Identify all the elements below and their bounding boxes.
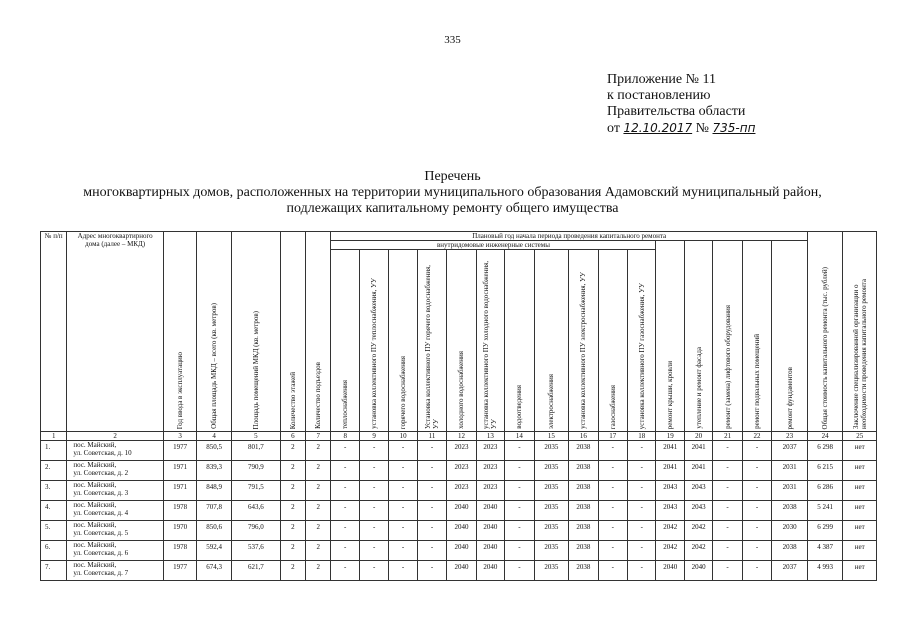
cell-cost: 6 215 [807, 461, 843, 481]
cell-c17: - [598, 481, 627, 501]
cell-c12: 2023 [447, 481, 476, 501]
header-gas: газоснабжения [598, 250, 627, 432]
cell-ent: 2 [306, 441, 331, 461]
column-number-cell: 6 [280, 432, 305, 441]
cell-c12: 2023 [447, 441, 476, 461]
cell-c16: 2038 [569, 461, 598, 481]
appendix-line-2: к постановлению [607, 88, 711, 103]
address-line-1: пос. Майский, [73, 441, 117, 449]
table-row [41, 561, 877, 581]
cell-cost: 6 286 [807, 481, 843, 501]
cell-c9: - [359, 501, 388, 521]
cell-c17: - [598, 501, 627, 521]
cell-total: 674,3 [197, 561, 232, 581]
cell-prem: 796,0 [231, 521, 280, 541]
cell-concl: нет [843, 501, 877, 521]
cell-c10: - [389, 501, 417, 521]
cell-ent: 2 [306, 521, 331, 541]
cell-c21: - [713, 441, 742, 461]
cell-c13: 2040 [476, 521, 504, 541]
header-engineering: внутридомовые инженерные системы [331, 241, 656, 250]
appendix-from-label: от [607, 121, 620, 136]
cell-c14: - [505, 461, 534, 481]
appendix-block [607, 72, 755, 137]
cell-c18: - [628, 501, 656, 521]
address-line-2: ул. Советская, д. 2 [73, 469, 129, 477]
cell-c13: 2040 [476, 541, 504, 561]
header-planned-year: Плановый год начала периода проведения капитального ремонта [331, 232, 807, 241]
cell-c19: 2042 [656, 541, 684, 561]
cell-c9: - [359, 561, 388, 581]
cell-c14: - [505, 541, 534, 561]
cell-c22: - [742, 461, 771, 481]
cell-total: 592,4 [197, 541, 232, 561]
cell-floors: 2 [280, 461, 305, 481]
cell-year: 1978 [163, 541, 197, 561]
cell-c20: 2041 [684, 461, 712, 481]
cell-cost: 5 241 [807, 501, 843, 521]
cell-c16: 2038 [569, 521, 598, 541]
table-row [41, 481, 877, 501]
cell-c23: 2030 [772, 521, 808, 541]
cell-c19: 2041 [656, 441, 684, 461]
address-line-2: ул. Советская, д. 7 [73, 569, 129, 577]
address-line-2: ул. Советская, д. 5 [73, 529, 129, 537]
cell-ent: 2 [306, 481, 331, 501]
cell-total: 839,3 [197, 461, 232, 481]
column-number-cell: 11 [417, 432, 446, 441]
cell-num: 5. [41, 521, 67, 541]
cell-prem: 621,7 [231, 561, 280, 581]
cell-c19: 2043 [656, 501, 684, 521]
cell-c12: 2040 [447, 501, 476, 521]
header-num: № п/п [41, 232, 67, 432]
cell-year: 1971 [163, 461, 197, 481]
column-number-row [41, 432, 877, 441]
column-number-cell: 19 [656, 432, 684, 441]
cell-cost: 6 298 [807, 441, 843, 461]
cell-c11: - [417, 501, 446, 521]
cell-c15: 2035 [534, 501, 569, 521]
cell-c9: - [359, 521, 388, 541]
column-number-cell: 24 [807, 432, 843, 441]
cell-c21: - [713, 521, 742, 541]
appendix-number-sign: № [695, 121, 710, 136]
table-row [41, 441, 877, 461]
cell-ent: 2 [306, 461, 331, 481]
cell-floors: 2 [280, 521, 305, 541]
cell-c23: 2037 [772, 561, 808, 581]
column-number-cell: 8 [331, 432, 359, 441]
cell-c23: 2031 [772, 461, 808, 481]
cell-c19: 2040 [656, 561, 684, 581]
buildings-table [40, 231, 877, 581]
header-total-area: Общая площадь МКД – всего (кв. метров) [197, 232, 232, 432]
cell-c13: 2040 [476, 561, 504, 581]
cell-c15: 2035 [534, 441, 569, 461]
column-number-cell: 7 [306, 432, 331, 441]
cell-c22: - [742, 441, 771, 461]
table-row [41, 541, 877, 561]
cell-num: 1. [41, 441, 67, 461]
address-line-1: пос. Майский, [73, 561, 117, 569]
cell-c15: 2035 [534, 561, 569, 581]
cell-c18: - [628, 541, 656, 561]
address-cell [67, 541, 163, 561]
cell-c11: - [417, 561, 446, 581]
cell-c10: - [389, 461, 417, 481]
header-hot-water-meter: Установка коллективного ПУ горячего водоснабжения, УУ [417, 250, 446, 432]
cell-floors: 2 [280, 561, 305, 581]
cell-c12: 2040 [447, 541, 476, 561]
cell-c16: 2038 [569, 561, 598, 581]
address-cell [67, 561, 163, 581]
cell-c23: 2038 [772, 541, 808, 561]
cell-total: 850,6 [197, 521, 232, 541]
column-number-cell: 23 [772, 432, 808, 441]
cell-c20: 2041 [684, 441, 712, 461]
cell-c15: 2035 [534, 461, 569, 481]
cell-c22: - [742, 481, 771, 501]
cell-c8: - [331, 561, 359, 581]
title-line-1: Перечень [424, 169, 481, 184]
cell-c13: 2023 [476, 481, 504, 501]
cell-c23: 2037 [772, 441, 808, 461]
column-number-cell: 17 [598, 432, 627, 441]
cell-c19: 2043 [656, 481, 684, 501]
cell-c19: 2042 [656, 521, 684, 541]
cell-c16: 2038 [569, 481, 598, 501]
cell-year: 1977 [163, 561, 197, 581]
cell-c10: - [389, 561, 417, 581]
cell-num: 6. [41, 541, 67, 561]
cell-total: 848,9 [197, 481, 232, 501]
cell-c17: - [598, 461, 627, 481]
cell-num: 3. [41, 481, 67, 501]
title-line-3: подлежащих капитальному ремонту общего имущества [286, 201, 619, 216]
table-body [41, 441, 877, 581]
address-line-1: пос. Майский, [73, 461, 117, 469]
appendix-date-line [607, 120, 755, 137]
cell-year: 1970 [163, 521, 197, 541]
column-number-cell: 21 [713, 432, 742, 441]
cell-prem: 537,6 [231, 541, 280, 561]
cell-floors: 2 [280, 501, 305, 521]
cell-c17: - [598, 541, 627, 561]
cell-c22: - [742, 541, 771, 561]
title-line-2: многоквартирных домов, расположенных на территории муниципального образования Адамовский муниципальный район, [83, 185, 822, 200]
header-premises-area: Площадь помещений МКД (кв. метров) [231, 232, 280, 432]
column-number-cell: 20 [684, 432, 712, 441]
address-line-1: пос. Майский, [73, 521, 117, 529]
column-number-cell: 16 [569, 432, 598, 441]
address-line-1: пос. Майский, [73, 501, 117, 509]
cell-c20: 2043 [684, 501, 712, 521]
header-cost: Общая стоимость капитального ремонта (тыс. рублей) [807, 232, 843, 432]
cell-cost: 4 387 [807, 541, 843, 561]
column-number-cell: 10 [389, 432, 417, 441]
cell-c17: - [598, 521, 627, 541]
cell-concl: нет [843, 461, 877, 481]
cell-c18: - [628, 561, 656, 581]
cell-c11: - [417, 541, 446, 561]
header-heat: теплоснабжения [331, 250, 359, 432]
cell-c22: - [742, 521, 771, 541]
cell-c19: 2041 [656, 461, 684, 481]
cell-c16: 2038 [569, 501, 598, 521]
cell-cost: 6 299 [807, 521, 843, 541]
column-number-cell: 14 [505, 432, 534, 441]
cell-cost: 4 993 [807, 561, 843, 581]
address-line-1: пос. Майский, [73, 481, 117, 489]
header-year: Год ввода в эксплуатацию [163, 232, 197, 432]
cell-c18: - [628, 521, 656, 541]
cell-total: 850,5 [197, 441, 232, 461]
cell-c17: - [598, 441, 627, 461]
column-number-cell: 2 [67, 432, 163, 441]
cell-c8: - [331, 521, 359, 541]
header-drainage: водоотведения [505, 250, 534, 432]
header-roof: ремонт крыши, кровли [656, 241, 684, 432]
cell-prem: 791,5 [231, 481, 280, 501]
cell-year: 1977 [163, 441, 197, 461]
cell-year: 1971 [163, 481, 197, 501]
cell-c14: - [505, 521, 534, 541]
header-cold-water-meter: установка коллективного ПУ холодного водоснабжения, УУ [476, 250, 504, 432]
cell-c18: - [628, 481, 656, 501]
cell-c21: - [713, 461, 742, 481]
address-line-1: пос. Майский, [73, 541, 117, 549]
cell-c20: 2040 [684, 561, 712, 581]
cell-c23: 2031 [772, 481, 808, 501]
cell-c22: - [742, 561, 771, 581]
cell-prem: 801,7 [231, 441, 280, 461]
address-cell [67, 441, 163, 461]
address-line-2: ул. Советская, д. 3 [73, 489, 129, 497]
cell-c21: - [713, 501, 742, 521]
column-number-cell: 3 [163, 432, 197, 441]
header-electricity-meter: установка коллективного ПУ электроснабжения, УУ [569, 250, 598, 432]
cell-c17: - [598, 561, 627, 581]
appendix-line-1: Приложение № 11 [607, 72, 716, 87]
cell-c9: - [359, 481, 388, 501]
cell-c20: 2042 [684, 521, 712, 541]
cell-c10: - [389, 541, 417, 561]
cell-c8: - [331, 461, 359, 481]
cell-c11: - [417, 521, 446, 541]
cell-c15: 2035 [534, 541, 569, 561]
cell-c13: 2023 [476, 461, 504, 481]
header-basement: ремонт подвальных помещений [742, 241, 771, 432]
header-heat-meter: установка коллективного ПУ теплоснабжения, УУ [359, 250, 388, 432]
appendix-line-3: Правительства области [607, 104, 746, 119]
cell-c8: - [331, 441, 359, 461]
cell-c11: - [417, 441, 446, 461]
cell-floors: 2 [280, 441, 305, 461]
cell-c14: - [505, 441, 534, 461]
address-line-2: ул. Советская, д. 6 [73, 549, 129, 557]
cell-c10: - [389, 441, 417, 461]
address-cell [67, 481, 163, 501]
column-number-cell: 25 [843, 432, 877, 441]
cell-ent: 2 [306, 561, 331, 581]
cell-concl: нет [843, 561, 877, 581]
cell-concl: нет [843, 541, 877, 561]
column-number-cell: 9 [359, 432, 388, 441]
page-number: 335 [444, 34, 461, 46]
cell-total: 707,8 [197, 501, 232, 521]
address-line-2: ул. Советская, д. 4 [73, 509, 129, 517]
cell-concl: нет [843, 441, 877, 461]
header-entrances: Количество подъездов [306, 232, 331, 432]
cell-c22: - [742, 501, 771, 521]
cell-floors: 2 [280, 541, 305, 561]
column-number-cell: 1 [41, 432, 67, 441]
cell-c13: 2040 [476, 501, 504, 521]
header-facade: утепление и ремонт фасада [684, 241, 712, 432]
cell-c13: 2023 [476, 441, 504, 461]
cell-c15: 2035 [534, 481, 569, 501]
header-foundation: ремонт фундаментов [772, 241, 808, 432]
cell-c11: - [417, 481, 446, 501]
address-line-2: ул. Советская, д. 10 [73, 449, 132, 457]
column-number-cell: 15 [534, 432, 569, 441]
cell-c18: - [628, 441, 656, 461]
header-elevator: ремонт (замена) лифтового оборудования [713, 241, 742, 432]
header-conclusion: Заключение специализированной организации о необходимости проведения капитального ремонта [843, 232, 877, 432]
cell-num: 4. [41, 501, 67, 521]
document-title [0, 169, 905, 217]
cell-c21: - [713, 541, 742, 561]
cell-c10: - [389, 481, 417, 501]
column-number-cell: 22 [742, 432, 771, 441]
cell-c8: - [331, 501, 359, 521]
appendix-date: 12.10.2017 [623, 121, 693, 135]
header-hot-water: горячего водоснабжения [389, 250, 417, 432]
cell-c16: 2038 [569, 441, 598, 461]
column-number-cell: 5 [231, 432, 280, 441]
cell-prem: 643,6 [231, 501, 280, 521]
table-row [41, 501, 877, 521]
column-number-cell: 12 [447, 432, 476, 441]
cell-c20: 2042 [684, 541, 712, 561]
cell-c21: - [713, 481, 742, 501]
cell-ent: 2 [306, 501, 331, 521]
address-cell [67, 461, 163, 481]
cell-c15: 2035 [534, 521, 569, 541]
cell-c9: - [359, 441, 388, 461]
cell-c8: - [331, 481, 359, 501]
cell-c14: - [505, 561, 534, 581]
cell-c20: 2043 [684, 481, 712, 501]
cell-c16: 2038 [569, 541, 598, 561]
header-address: Адрес многоквартирного дома (далее – МКД) [67, 232, 163, 432]
cell-ent: 2 [306, 541, 331, 561]
header-electricity: электроснабжения [534, 250, 569, 432]
address-cell [67, 521, 163, 541]
cell-c23: 2038 [772, 501, 808, 521]
cell-c21: - [713, 561, 742, 581]
column-number-cell: 4 [197, 432, 232, 441]
column-number-cell: 13 [476, 432, 504, 441]
table-row [41, 461, 877, 481]
column-number-cell: 18 [628, 432, 656, 441]
cell-c12: 2023 [447, 461, 476, 481]
cell-num: 2. [41, 461, 67, 481]
cell-concl: нет [843, 481, 877, 501]
cell-c8: - [331, 541, 359, 561]
cell-c12: 2040 [447, 521, 476, 541]
cell-c11: - [417, 461, 446, 481]
address-cell [67, 501, 163, 521]
cell-c14: - [505, 481, 534, 501]
cell-num: 7. [41, 561, 67, 581]
cell-floors: 2 [280, 481, 305, 501]
appendix-number: 735-пп [712, 121, 756, 135]
header-floors: Количество этажей [280, 232, 305, 432]
cell-c18: - [628, 461, 656, 481]
cell-c14: - [505, 501, 534, 521]
cell-concl: нет [843, 521, 877, 541]
cell-prem: 790,9 [231, 461, 280, 481]
cell-c9: - [359, 461, 388, 481]
cell-c12: 2040 [447, 561, 476, 581]
header-gas-meter: установка коллективного ПУ газоснабжения, УУ [628, 250, 656, 432]
cell-year: 1978 [163, 501, 197, 521]
table-row [41, 521, 877, 541]
cell-c9: - [359, 541, 388, 561]
header-cold-water: холодного водоснабжения [447, 250, 476, 432]
cell-c10: - [389, 521, 417, 541]
